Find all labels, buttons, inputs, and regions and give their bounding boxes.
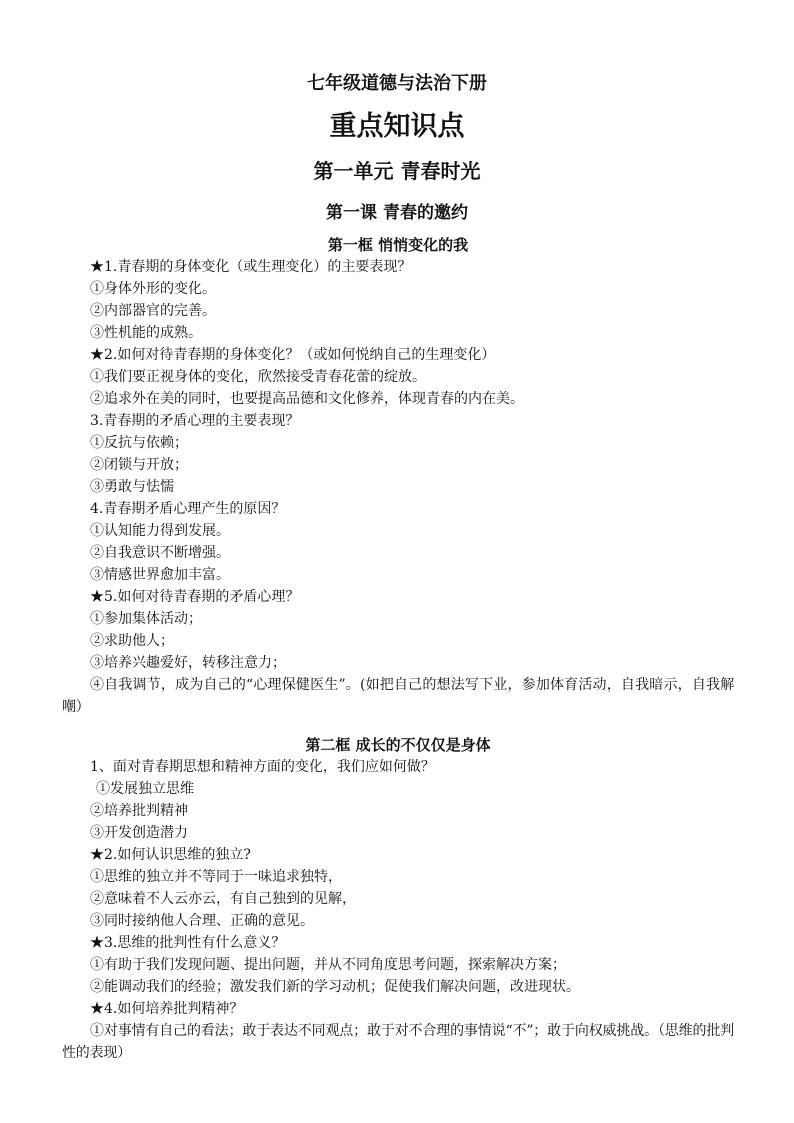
answer-line: ②意味着不人云亦云，有自己独到的见解， xyxy=(90,891,356,907)
answer-line: ②追求外在美的同时，也要提高品德和文化修养，体现青春的内在美。 xyxy=(90,391,524,407)
answer-line: ①身体外形的变化。 xyxy=(90,281,216,297)
question-line: ★2.如何认识思维的独立? xyxy=(90,847,251,863)
answer-line: ②培养批判精神 xyxy=(90,803,188,819)
answer-line: ①思维的独立并不等同于一味追求独特， xyxy=(90,869,342,885)
section-1 xyxy=(62,234,734,718)
question-line: ★3.思维的批判性有什么意义？ xyxy=(90,935,286,951)
answer-line: ②自我意识不断增强。 xyxy=(90,545,230,561)
answer-line: ③情感世界愈加丰富。 xyxy=(90,567,230,583)
answer-line: ①反抗与依赖； xyxy=(90,435,188,451)
question-line: 3.青春期的矛盾心理的主要表现？ xyxy=(90,413,300,429)
answer-line: ③勇敢与怯懦 xyxy=(90,479,174,495)
answer-line: ②内部器官的完善。 xyxy=(90,303,216,319)
answer-line: ①我们要正视身体的变化，欣然接受青春花蕾的绽放。 xyxy=(90,369,426,385)
question-line: ★5.如何对待青春期的矛盾心理？ xyxy=(90,589,300,605)
answer-line: ③性机能的成熟。 xyxy=(90,325,202,341)
answer-paragraph: ④自我调节，成为自己的“心理保健医生”。(如把自己的想法写下业，参加体育活动，自我暗示，自我解嘲） xyxy=(62,677,734,715)
answer-line: ②能调动我们的经验；激发我们新的学习动机；促使我们解决问题，改进现状。 xyxy=(90,979,580,995)
answer-line: ③培养兴趣爱好，转移注意力； xyxy=(90,655,286,671)
question-line: ★1.青春期的身体变化（或生理变化）的主要表现？ xyxy=(90,259,412,275)
question-line: 1、面对青春期思想和精神方面的变化，我们应如何做？ xyxy=(90,759,435,775)
document-subtitle: 重点知识点 xyxy=(329,111,465,142)
answer-line: ②求助他人； xyxy=(90,633,174,649)
lesson-heading: 第一课 青春的邀约 xyxy=(326,203,468,223)
unit-heading: 第一单元 青春时光 xyxy=(313,159,481,183)
question-line: ★4.如何培养批判精神？ xyxy=(90,1001,244,1017)
answer-line: ①认知能力得到发展。 xyxy=(90,523,230,539)
question-line: ★2.如何对待青春期的身体变化？（或如何悦纳自己的生理变化） xyxy=(90,347,496,363)
answer-line: ③开发创造潜力 xyxy=(90,825,188,841)
section-2 xyxy=(62,734,734,1064)
answer-line: ②闭锁与开放； xyxy=(90,457,188,473)
question-line: 4.青春期矛盾心理产生的原因？ xyxy=(90,501,286,517)
section-2-heading: 第二框 成长的不仅仅是身体 xyxy=(305,736,491,754)
answer-line: ①有助于我们发现问题、提出问题，并从不同角度思考问题，探索解决方案； xyxy=(90,957,566,973)
answer-paragraph: ①对事情有自己的看法；敢于表达不同观点；敢于对不合理的事情说“不”；敢于向权威挑战。（思维的批判性的表现） xyxy=(62,1023,734,1061)
section-1-heading: 第一框 悄悄变化的我 xyxy=(327,236,469,254)
document-title: 七年级道德与法治下册 xyxy=(307,73,487,94)
answer-line: ③同时接纳他人合理、正确的意见。 xyxy=(90,913,314,929)
answer-line: ①发展独立思维 xyxy=(96,781,194,797)
answer-line: ①参加集体活动； xyxy=(90,611,202,627)
